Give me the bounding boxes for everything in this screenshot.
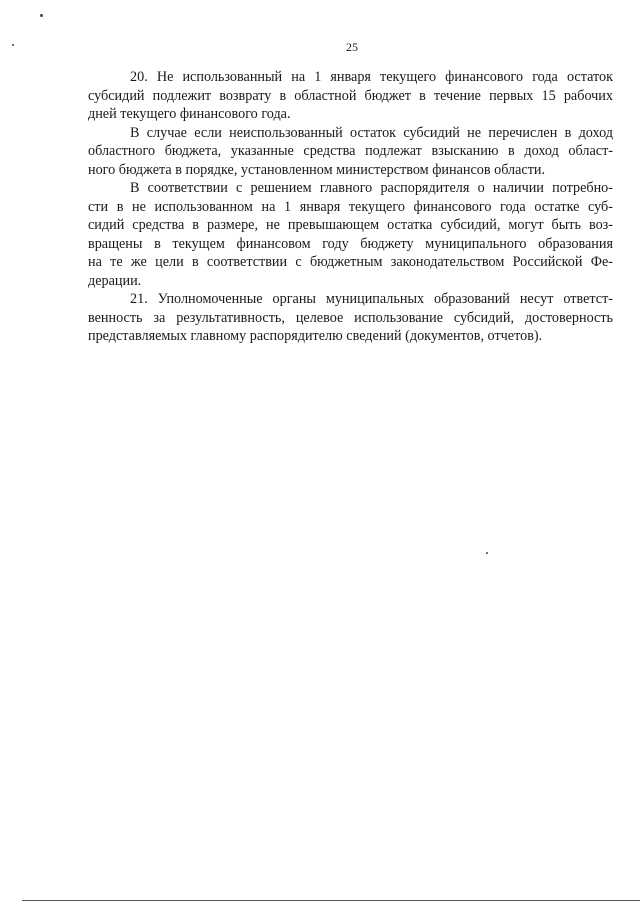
text-line: сидий средства в размере, не превышающем остатка субсидий, могут быть воз- xyxy=(88,217,613,233)
paragraph-20 xyxy=(88,68,613,124)
text-line: областного бюджета, указанные средства подлежат взысканию в доход област- xyxy=(88,143,613,159)
text-line: сти в не использованном на 1 января текущего финансового года остатке суб- xyxy=(88,198,613,215)
scan-edge-line xyxy=(22,900,640,901)
page-number: 25 xyxy=(346,40,358,54)
text-line: 20. Не использованный на 1 января текущего финансового года остаток xyxy=(130,69,613,85)
text-line: дерации. xyxy=(88,272,142,289)
text-line: на те же цели в соответствии с бюджетным законодательством Российской Фе- xyxy=(88,254,613,270)
text-line: 21. Уполномоченные органы муниципальных образований несут ответст- xyxy=(130,291,613,307)
paragraph-21 xyxy=(88,290,613,346)
text-line: вращены в текущем финансовом году бюджету муниципального образования xyxy=(88,235,613,252)
text-line: ного бюджета в порядке, установленном министерством финансов области. xyxy=(88,161,546,178)
scan-speck xyxy=(40,14,43,17)
document-body xyxy=(88,68,613,346)
text-line: представляемых главному распорядителю сведений (документов, отчетов). xyxy=(88,328,543,344)
text-line: дней текущего финансового года. xyxy=(88,106,291,122)
text-line: венность за результативность, целевое использование субсидий, достоверность xyxy=(88,309,613,326)
text-line: В случае если неиспользованный остаток субсидий не перечислен в доход xyxy=(130,124,613,141)
paragraph-unspent-balance xyxy=(88,124,613,180)
text-line: В соответствии с решением главного распорядителя о наличии потребно- xyxy=(130,180,613,196)
scan-speck xyxy=(486,552,488,554)
text-line: субсидий подлежит возврату в областной бюджет в течение первых 15 рабочих xyxy=(88,87,613,104)
paragraph-return-decision xyxy=(88,179,613,290)
scan-speck xyxy=(12,44,14,46)
